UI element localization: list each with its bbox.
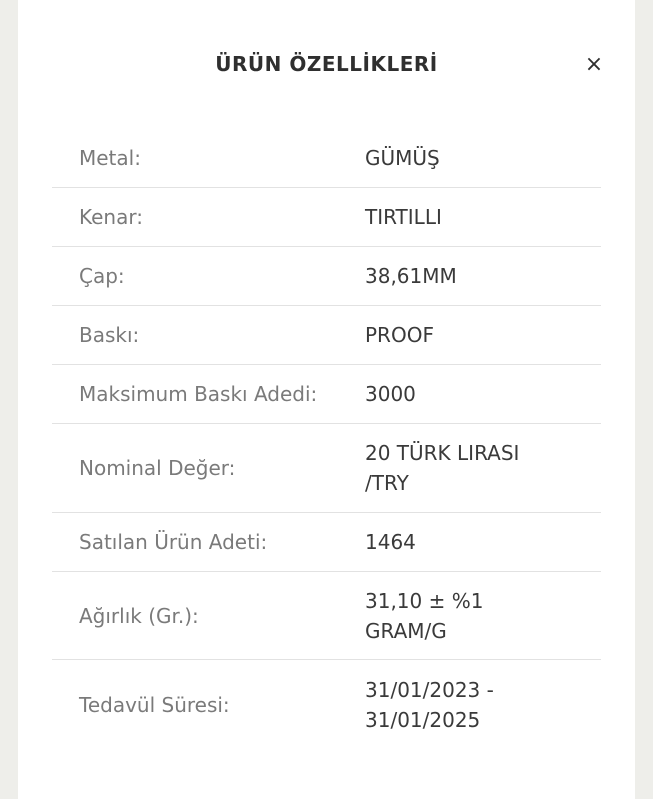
spec-row-nominal-value	[52, 424, 601, 513]
close-button[interactable]	[580, 48, 608, 80]
spec-label: Metal:	[79, 145, 141, 170]
spec-label: Çap:	[79, 264, 125, 288]
spec-value: GÜMÜŞ	[365, 145, 440, 170]
close-icon: ×	[584, 51, 604, 77]
spec-label: Kenar:	[79, 205, 143, 229]
spec-row-edge	[52, 188, 601, 247]
spec-row-max-mintage	[52, 365, 601, 424]
modal-header	[18, 44, 635, 84]
spec-label: Tedavül Süresi:	[79, 692, 230, 717]
spec-label: Maksimum Baskı Adedi:	[79, 382, 318, 406]
spec-value: PROOF	[365, 323, 434, 347]
spec-value: 38,61MM	[365, 264, 457, 288]
spec-value: 31,10 ± %1 GRAM/G	[365, 588, 484, 643]
spec-value: 31/01/2023 - 31/01/2025	[365, 677, 494, 732]
spec-row-metal	[52, 128, 601, 188]
spec-value: 20 TÜRK LIRASI /TRY	[365, 441, 520, 495]
modal-title: ÜRÜN ÖZELLİKLERİ	[215, 52, 438, 76]
spec-row-sold-count	[52, 513, 601, 572]
spec-value: 3000	[365, 382, 416, 406]
spec-value: TIRTILLI	[365, 205, 442, 229]
spec-row-weight	[52, 572, 601, 660]
spec-row-diameter	[52, 247, 601, 306]
product-specs-modal	[18, 0, 635, 799]
spec-label: Satılan Ürün Adeti:	[79, 530, 268, 554]
spec-label: Nominal Değer:	[79, 456, 236, 480]
spec-row-circulation-period	[52, 660, 601, 749]
spec-row-print	[52, 306, 601, 365]
spec-table	[52, 128, 601, 749]
spec-label: Baskı:	[79, 323, 140, 347]
spec-label: Ağırlık (Gr.):	[79, 603, 199, 628]
spec-value: 1464	[365, 530, 416, 554]
